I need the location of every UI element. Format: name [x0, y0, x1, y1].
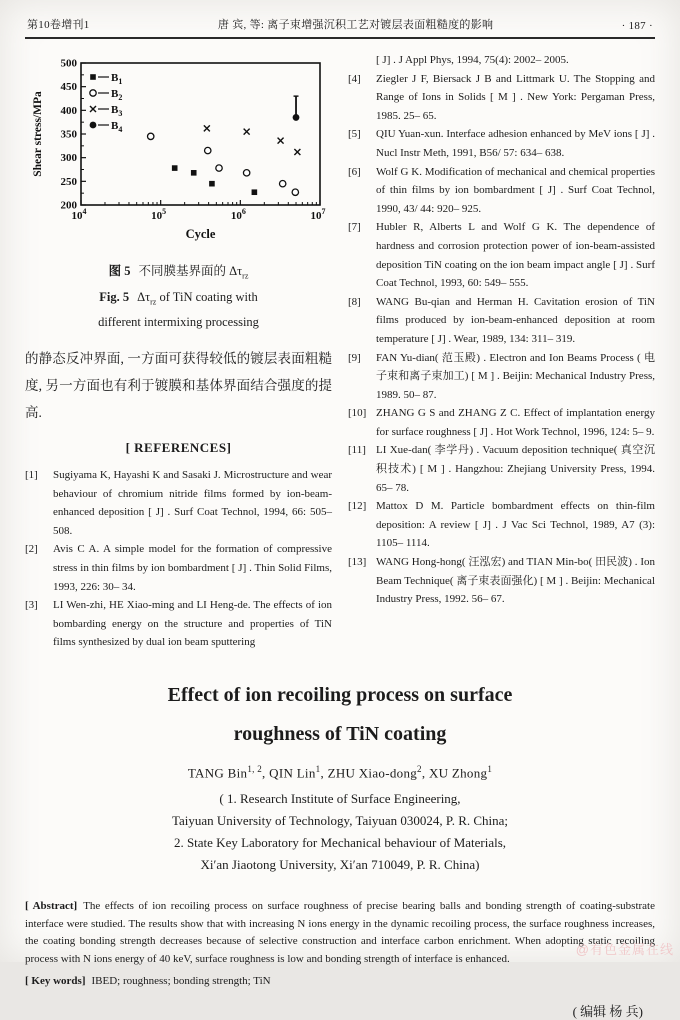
reference-number: [6] [348, 165, 361, 178]
reference-text: Hubler R, Alberts L and Wolf G K. The dependence of hardness and corrosion protection power of ion-beam-assisted deposition TiN coating on the ion beam impact angle [ J] . Surf Coat Technol, 1993, 60: 549– 555. [376, 221, 655, 290]
chinese-body-paragraph: 的静态反冲界面, 一方面可获得较低的镀层表面粗糙度, 另一方面也有利于镀膜和基体界面结合强度的提高. [25, 351, 332, 420]
reference-item [348, 218, 655, 292]
reference-text: WANG Bu-qian and Herman H. Cavitation erosion of TiN films produced by ion-beam-enhanced deposition at room temperature [ J] . Wear, 1989, 134: 311– 319. [376, 295, 655, 345]
page-header [25, 0, 655, 39]
references-right-list [348, 70, 655, 609]
reference-number: [1] [25, 469, 38, 481]
svg-text:400: 400 [60, 104, 77, 117]
svg-text:350: 350 [60, 128, 77, 141]
reference-text: QIU Yuan-xun. Interface adhesion enhanced by MeV ions [ J] . Nucl Instr Meth, 1991, B56/ 57: 634– 638. [376, 128, 655, 159]
two-column-area [25, 51, 655, 652]
figure-caption-en-line2: different intermixing processing [98, 315, 259, 329]
reference-item [25, 596, 332, 652]
svg-text:105: $10^5$ [150, 207, 166, 222]
svg-text:B4: $B_4$ [110, 120, 122, 134]
svg-text:B2: $B_2$ [110, 88, 122, 102]
references-heading: [ REFERENCES] [125, 440, 232, 455]
svg-text:B1: $B_1$ [110, 72, 122, 86]
site-watermark: @有色金属在线 [575, 942, 674, 957]
figure-chart [29, 53, 329, 253]
reference-number: [12] [348, 500, 367, 513]
svg-text:300: 300 [60, 152, 77, 165]
reference-number: [4] [348, 72, 361, 85]
reference-item [348, 125, 655, 162]
reference-text: Mattox D M. Particle bombardment effects on thin-film deposition: A review [ J] . J Vac Sci Technol, 1989, A7 (3): 1105– 1114. [376, 500, 655, 550]
reference-number: [2] [25, 543, 38, 556]
svg-text:250: 250 [60, 175, 77, 188]
reference-text: Avis C A. A simple model for the formation of compressive stress in thin films by ion bombardment [ J] . Thin Solid Films, 1993, 226: 30– 34. [53, 543, 332, 593]
reference-item [25, 540, 332, 596]
keywords-label: [ Key words] [25, 974, 86, 987]
references-left-list [25, 466, 332, 652]
figure-caption-en-line1: Fig. 5 $\Delta\tau_{rz}$ of TiN coating with [99, 289, 258, 306]
reference-item [348, 441, 655, 497]
reference-text: LI Xue-dan( 李学丹) . Vacuum deposition technique( 真空沉积技术) [ M ] . Hangzhou: Zhejiang University Press, 1994. 65– 78. [376, 444, 655, 494]
reference-text: Wolf G K. Modification of mechanical and chemical properties of thin films by ion bombardment [ J] . Surf Coat Technol, 1990, 43/ 44: 920– 925. [376, 165, 655, 215]
svg-text:104: $10^4$ [71, 207, 86, 222]
reference-item [348, 163, 655, 219]
header-running-title: 唐 宾, 等: 离子束增强沉积工艺对镀层表面粗糙度的影响 [217, 19, 494, 31]
abstract-text: The effects of ion recoiling process on surface roughness of precise bearing balls and bonding strength of coating-substrate interface were studied. The results show that with increasing N ions energy in the dynamic recoiling process, the surface roughness increases, the coating bonding strength decreases because of selective construction and interface carbon enrichment. When adopting static recoiling process with N ions energy of 40 keV, surface roughness is low and bonding strength of interface is enhanced. [25, 900, 655, 966]
reference-text: ZHANG G S and ZHANG Z C. Effect of implantation energy for surface roughness [ J] . Hot Work Technol, 1996, 124: 5– 9. [376, 407, 655, 438]
svg-text:Shear stress/MPa: Shear stress/MPa [31, 91, 44, 177]
svg-text:450: 450 [60, 81, 77, 94]
affiliations: ( 1. Research Institute of Surface Engineering, Taiyuan University of Technology, Taiyuan 030024, P. R. China; 2. State Key Laboratory for Mechanical behaviour of Materials, Xi′an Jiaotong University, Xi′an 710049, P. R. China) [171, 791, 509, 873]
svg-text:107: $10^7$ [310, 207, 325, 222]
abstract-label: [ Abstract] [25, 900, 78, 913]
abstract-paragraph [25, 898, 655, 968]
reference-number: [3] [25, 599, 38, 612]
article-title: Effect of ion recoiling process on surface roughness of TiN coating [167, 683, 513, 745]
svg-text:200: 200 [60, 199, 77, 212]
keywords-text: IBED; roughness; bonding strength; TiN [91, 974, 271, 987]
svg-text:500: 500 [60, 57, 77, 70]
reference-item [348, 293, 655, 349]
reference-item [348, 404, 655, 441]
reference-item [348, 349, 655, 405]
reference-number: [13] [348, 556, 367, 569]
svg-text:B3: $B_3$ [110, 104, 122, 118]
left-column [25, 51, 332, 652]
svg-text:Cycle: Cycle [185, 227, 215, 241]
reference-number: [11] [348, 444, 366, 457]
reference-text: LI Wen-zhi, HE Xiao-ming and LI Heng-de. The effects of ion bombarding energy on the structure and properties of TiN films synthesized by dual ion beam sputtering [53, 599, 332, 649]
reference-item [348, 70, 655, 126]
reference-text: Sugiyama K, Hayashi K and Sasaki J. Microstructure and wear behaviour of chromium nitride films formed by ion-beam-enhanced deposition [ J] . Surf Coat Technol, 1994, 66: 505– 508. [53, 469, 332, 537]
figure-caption [25, 261, 332, 333]
keywords-line [25, 975, 655, 987]
reference-text: WANG Hong-hong( 汪泓宏) and TIAN Min-bo( 田民波) . Ion Beam Technique( 离子束表面强化) [ M ] . Beijin: Mechanical Industry Press, 1992. 56– 67. [376, 556, 655, 606]
reference-text: FAN Yu-dian( 范玉殿) . Electron and Ion Beams Process ( 电子束和离子束加工) [ M ] . Beijin: Mechanical Industry Press, 1989. 50– 87. [376, 351, 655, 401]
reference-number: [7] [348, 221, 361, 234]
reference-continuation: [ J] . J Appl Phys, 1994, 75(4): 2002– 2005. [376, 54, 569, 66]
reference-item [25, 466, 332, 540]
svg-text:106: $10^6$ [230, 207, 246, 222]
reference-text: Ziegler J F, Biersack J B and Littmark U. The Stopping and Range of Ions in Solids [ M ] . New York: Pergaman Press, 1985. 25– 65. [376, 72, 655, 122]
reference-item [348, 497, 655, 553]
header-page-number: · 187 · [621, 20, 653, 32]
english-article-section [25, 676, 655, 1020]
reference-number: [10] [348, 407, 367, 420]
reference-number: [9] [348, 351, 361, 364]
figure-caption-cn: 图 5 不同膜基界面的 $\Delta\tau_{rz}$ [108, 264, 249, 281]
editor-credit: ( 编辑 杨 兵) [572, 1003, 643, 1019]
reference-number: [8] [348, 295, 361, 308]
authors-line: TANG Bin$^{1, 2}$, QIN Lin$^1$, ZHU Xiao-dong$^2$, XU Zhong$^1$ [187, 763, 493, 781]
reference-number: [5] [348, 128, 361, 141]
reference-item [348, 553, 655, 609]
header-volume: 第10卷增刊1 [27, 19, 90, 31]
right-column [348, 51, 655, 652]
